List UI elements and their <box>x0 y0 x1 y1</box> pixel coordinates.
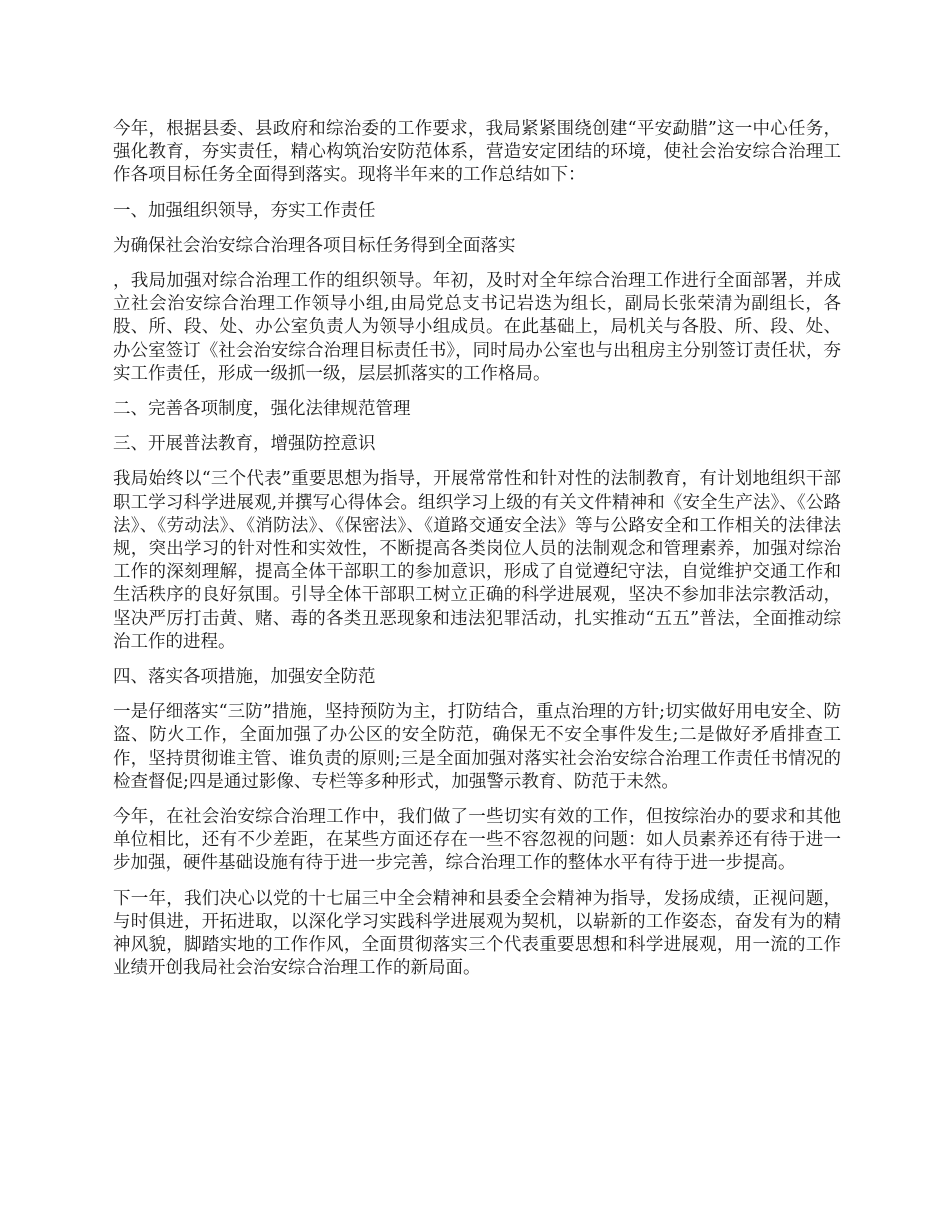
paragraph-shortcomings: 今年，在社会治安综合治理工作中，我们做了一些切实有效的工作，但按综治办的要求和其他单位相比，还有不少差距，在某些方面还存在一些不容忽视的问题：如人员素养还有待于进一步加强，硬件基础设施有待于进一步完善，综合治理工作的整体水平有待于进一步提高。 <box>113 807 841 874</box>
document-body <box>113 118 841 993</box>
heading-section-4: 四、落实各项措施，加强安全防范 <box>113 667 376 688</box>
paragraph-outlook: 下一年，我们决心以党的十七届三中全会精神和县委全会精神为指导，发扬成绩，正视问题，与时俱进，开拓进取，以深化学习实践科学进展观为契机，以崭新的工作姿态，奋发有为的精神风貌，脚踏实地的工作作风，全面贯彻落实三个代表重要思想和科学进展观，用一流的工作业绩开创我局社会治安综合治理工作的新局面。 <box>113 888 841 979</box>
heading-section-3: 三、开展普法教育，增强防控意识 <box>113 434 376 455</box>
paragraph-section-1-lead: 为确保社会治安综合治理各项目标任务得到全面落实 <box>113 235 516 256</box>
paragraph-intro: 今年，根据县委、县政府和综治委的工作要求，我局紧紧围绕创建“平安勐腊”这一中心任务，强化教育，夯实责任，精心构筑治安防范体系，营造安定团结的环境，使社会治安综合治理工作各项目标任务全面得到落实。现将半年来的工作总结如下： <box>113 119 841 186</box>
paragraph-section-1-body: ，我局加强对综合治理工作的组织领导。年初，及时对全年综合治理工作进行全面部署，并成立社会治安综合治理工作领导小组,由局党总支书记岩迭为组长，副局长张荣清为副组长，各股、所、段、处、办公室负责人为领导小组成员。在此基础上，局机关与各股、所、段、处、办公室签订《社会治安综合治理目标责任书》，同时局办公室也与出租房主分别签订责任状，夯实工作责任，形成一级抓一级，层层抓落实的工作格局。 <box>113 271 841 384</box>
paragraph-section-3-body: 我局始终以“三个代表”重要思想为指导，开展常常性和针对性的法制教育，有计划地组织干部职工学习科学进展观,并撰写心得体会。组织学习上级的有关文件精神和《安全生产法》、《公路法》、《劳动法》、《消防法》、《保密法》、《道路交通安全法》等与公路安全和工作相关的法律法规，突出学习的针对性和实效性，不断提高各类岗位人员的法制观念和管理素养，加强对综治工作的深刻理解，提高全体干部职工的参加意识，形成了自觉遵纪守法，自觉维护交通工作和生活秩序的良好氛围。引导全体干部职工树立正确的科学进展观，坚决不参加非法宗教活动，坚决严厉打击黄、赌、毒的各类丑恶现象和违法犯罪活动，扎实推动“五五”普法，全面推动综治工作的进程。 <box>113 469 841 652</box>
paragraph-section-4-body: 一是仔细落实“三防”措施，坚持预防为主，打防结合，重点治理的方针;切实做好用电安全、防盗、防火工作，全面加强了办公区的安全防范，确保无不安全事件发生;二是做好矛盾排查工作，坚持贯彻谁主管、谁负责的原则;三是全面加强对落实社会治安综合治理工作责任书情况的检查督促;四是通过影像、专栏等多种形式，加强警示教育、防范于未然。 <box>113 702 841 792</box>
heading-section-1: 一、加强组织领导，夯实工作责任 <box>113 200 376 221</box>
heading-section-2: 二、完善各项制度，强化法律规范管理 <box>113 399 411 420</box>
